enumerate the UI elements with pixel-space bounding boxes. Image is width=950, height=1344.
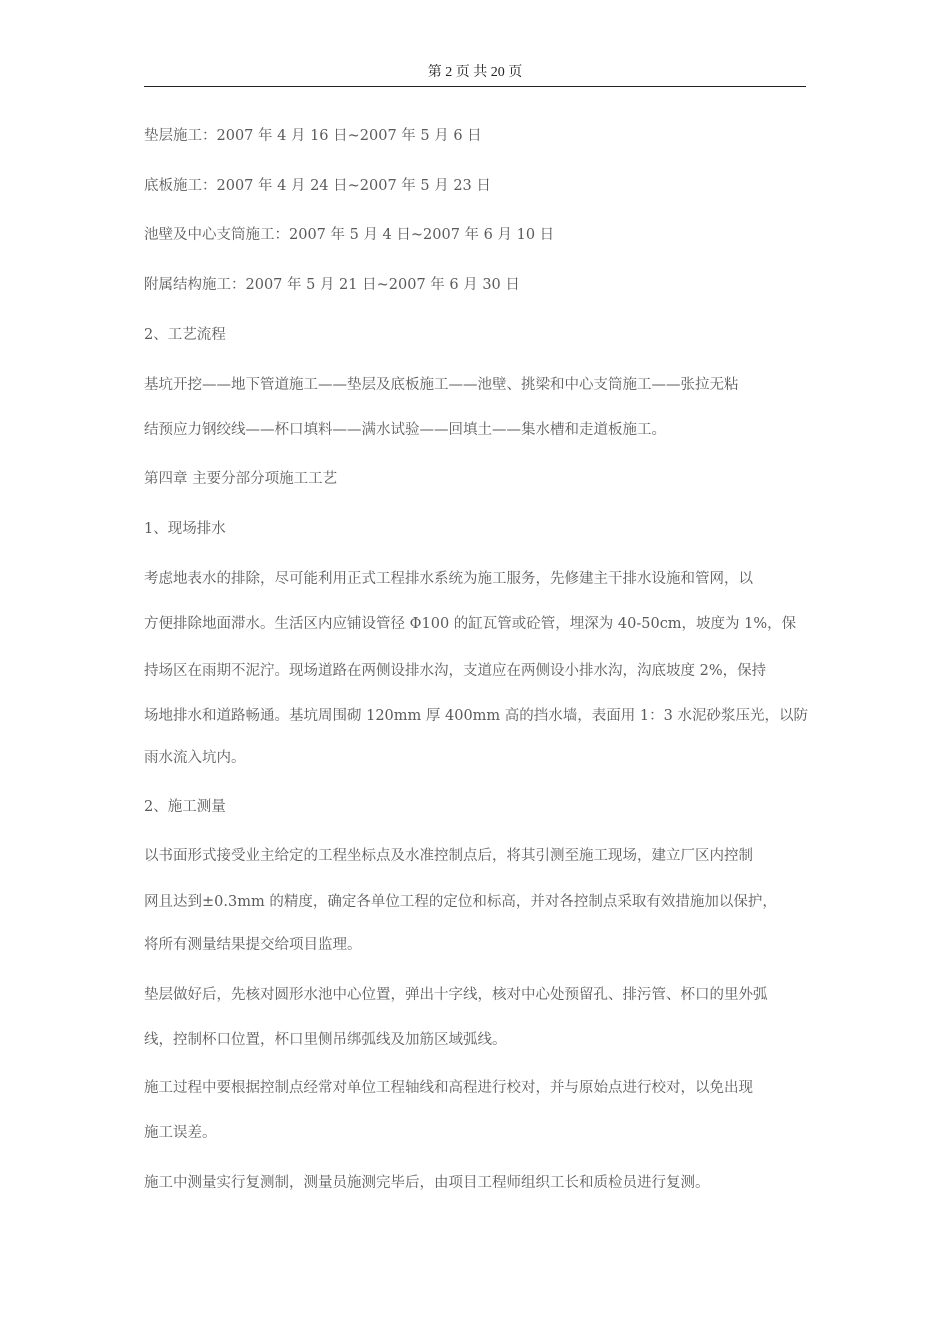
drainage-text-line-1: 考虑地表水的排除，尽可能利用正式工程排水系统为施工服务，先修建主干排水设施和管网，以 [144, 571, 753, 587]
process-flow-line-2: 结预应力钢绞线——杯口填料——满水试验——回填土——集水槽和走道板施工。 [144, 422, 666, 438]
calibration-line-1: 施工过程中要根据控制点经常对单位工程轴线和高程进行校对，并与原始点进行校对，以免出现 [144, 1080, 753, 1096]
schedule-line-pool-wall: 池壁及中心支筒施工：2007 年 5 月 4 日~2007 年 6 月 10 日 [144, 227, 555, 243]
section-heading-survey: 2、施工测量 [144, 799, 226, 815]
calibration-line-2: 施工误差。 [144, 1125, 217, 1141]
drainage-text-line-4: 场地排水和道路畅通。基坑周围砌 120mm 厚 400mm 高的挡水墙，表面用 1：3 水泥砂浆压光，以防 [144, 708, 808, 724]
schedule-line-auxiliary: 附属结构施工：2007 年 5 月 21 日~2007 年 6 月 30 日 [144, 277, 520, 293]
schedule-line-base-slab: 底板施工：2007 年 4 月 24 日~2007 年 5 月 23 日 [144, 178, 491, 194]
chapter-heading: 第四章 主要分部分项施工工艺 [144, 471, 338, 487]
drainage-text-line-3: 持场区在雨期不泥泞。现场道路在两侧设排水沟，支道应在两侧设小排水沟，沟底坡度 2%，保持 [144, 663, 767, 679]
process-flow-line-1: 基坑开挖——地下管道施工——垫层及底板施工——池壁、挑梁和中心支筒施工——张拉无粘 [144, 377, 739, 393]
schedule-line-cushion: 垫层施工：2007 年 4 月 16 日~2007 年 5 月 6 日 [144, 128, 482, 144]
recheck-line: 施工中测量实行复测制，测量员施测完毕后，由项目工程师组织工长和质检员进行复测。 [144, 1175, 710, 1191]
drainage-text-line-2: 方便排除地面滞水。生活区内应铺设管径 Φ100 的缸瓦管或砼管，埋深为 40-50cm，坡度为 1%，保 [144, 616, 797, 632]
section-heading-process-flow: 2、工艺流程 [144, 327, 226, 343]
page-number-indicator: 第 2 页 共 20 页 [427, 65, 523, 80]
survey-text-line-1: 以书面形式接受业主给定的工程坐标点及水准控制点后，将其引测至施工现场，建立厂区内控制 [144, 848, 753, 864]
section-heading-drainage: 1、现场排水 [144, 521, 226, 537]
page-header [144, 62, 806, 87]
survey-text-line-3: 将所有测量结果提交给项目监理。 [144, 937, 362, 953]
drainage-text-line-5: 雨水流入坑内。 [144, 750, 246, 766]
survey-text-line-2: 网且达到±0.3mm 的精度，确定各单位工程的定位和标高，并对各控制点采取有效措施加以保护， [144, 894, 777, 910]
cushion-check-line-1: 垫层做好后，先核对圆形水池中心位置，弹出十字线，核对中心处预留孔、排污管、杯口的里外弧 [144, 987, 768, 1003]
cushion-check-line-2: 线，控制杯口位置，杯口里侧吊绑弧线及加筋区域弧线。 [144, 1032, 507, 1048]
